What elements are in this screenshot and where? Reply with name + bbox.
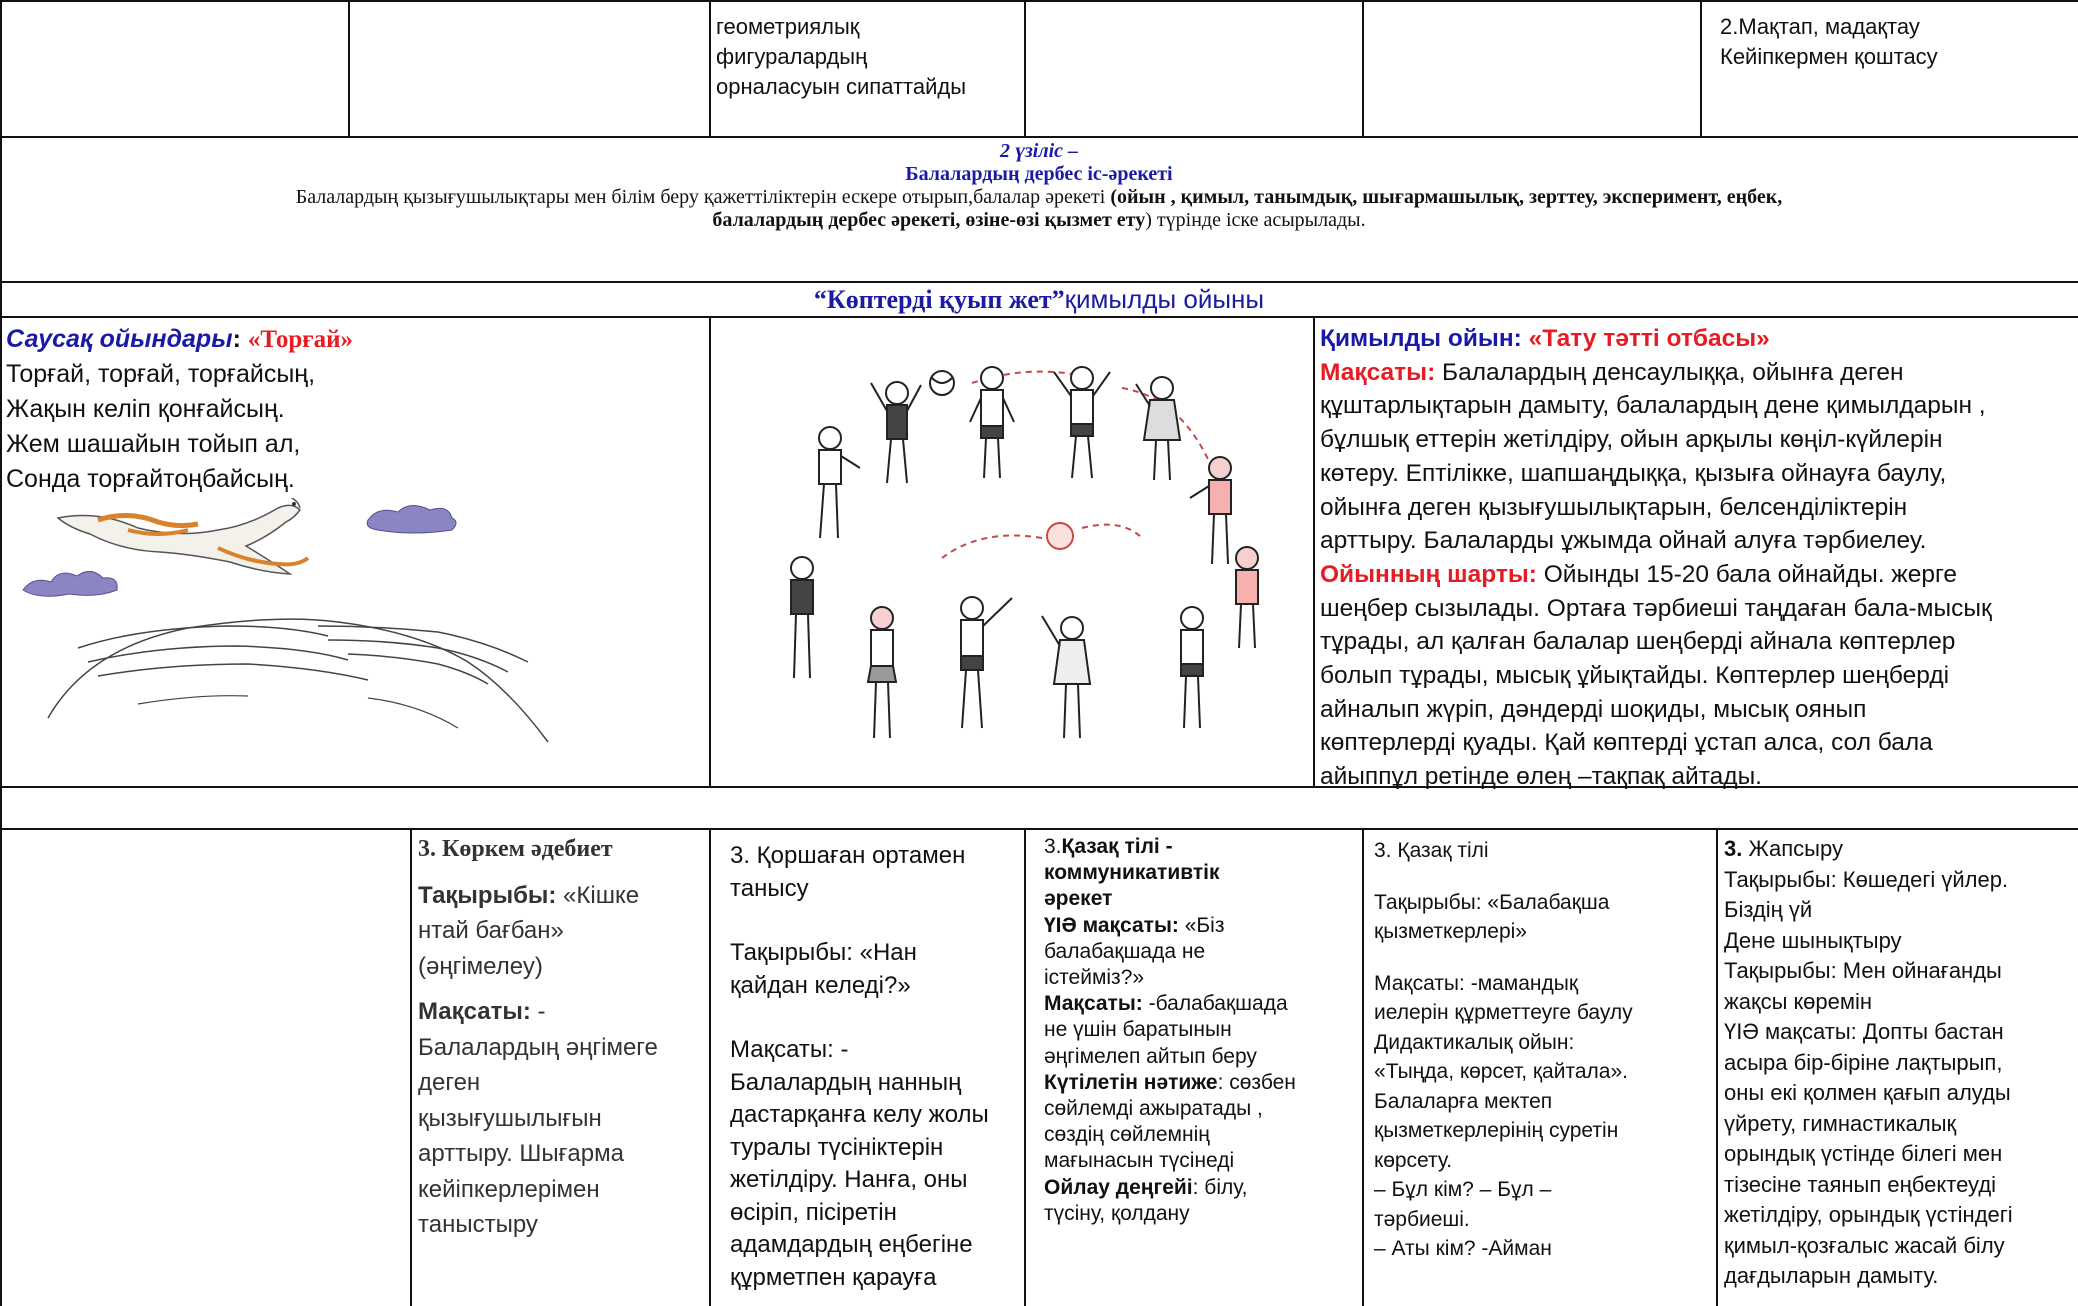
kazakh-text — [1374, 866, 1714, 888]
poem-line: Жем шашайын тойып ал, — [6, 430, 301, 458]
active-game-rules-text: шеңбер сызылады. Ортаға тәрбиеші таңдаған бала-мысық — [1320, 594, 1992, 622]
kazakh-comm-level-label: Ойлау деңгейі — [1044, 1175, 1193, 1199]
finger-game-label: Саусақ ойындары — [6, 325, 233, 353]
environment-text: құрметпен қарауға — [730, 1263, 937, 1291]
top-row-outcome-cell — [716, 12, 1016, 102]
kazakh-comm-result-text: : сөзбен — [1217, 1070, 1296, 1094]
active-game-goal-text: Балалардың денсаулыққа, ойынға деген — [1442, 358, 1904, 386]
kazakh-comm-uio-text: істейміз?» — [1044, 966, 1145, 990]
grid-line — [709, 316, 711, 786]
active-game-rules-text: тұрады, ал қалған балалар шеңберді айнала көптерлер — [1320, 628, 1956, 656]
kazakh-text: көрсету. — [1374, 1148, 1453, 1172]
kazakh-comm-heading: коммуникативтік — [1044, 861, 1220, 885]
active-game-goal-text: бұлшық еттерін жетілдіру, ойын арқылы көңіл-күйлерін — [1320, 426, 1943, 454]
literature-goal: деген — [418, 1069, 481, 1096]
active-game-rules-text: Ойынды 15-20 бала ойнайды. жерге — [1543, 560, 1957, 588]
literature-goal: кейіпкерлерімен — [418, 1175, 600, 1203]
kazakh-comm-result-label: Күтілетін нәтиже — [1044, 1070, 1218, 1094]
modeling-num: 3. — [1724, 836, 1743, 861]
grid-line — [1700, 0, 1702, 136]
active-game-goal-text: көтеру. Ептілікке, шапшаңдыққа, қызыға ойнауға баулу, — [1320, 459, 1947, 487]
modeling-text: тізесіне таянып еңбектеуді — [1724, 1171, 1997, 1197]
modeling-text: асыра бір-біріне лақтырып, — [1724, 1049, 2003, 1075]
modeling-text: Тақырыбы: Мен ойнағанды — [1724, 958, 2002, 983]
modeling-text: дағдыларын дамыту. — [1724, 1263, 1939, 1288]
cell-text-line: орналасуын сипаттайды — [716, 74, 967, 99]
active-game-rules-text: айыппұл ретінде өлең –тақпақ айтады. — [1320, 763, 1762, 791]
literature-topic: (әңгімелеу) — [418, 952, 543, 980]
grid-line — [1716, 828, 1718, 1306]
bird-hands-illustration — [18, 498, 578, 778]
modeling-text: жақсы көремін — [1724, 988, 1872, 1014]
grid-line-top — [0, 0, 2078, 2]
break-title: 2 үзіліс – — [999, 140, 1079, 162]
poem-line: Торғай, торғай, торғайсың, — [6, 360, 316, 388]
modeling-text: ҮІӘ мақсаты: Допты бастан — [1724, 1019, 2004, 1044]
active-game-rules-text: көптерлерді қуады. Қай көптерді ұстап алса, сол бала — [1320, 729, 1933, 757]
kazakh-comm-heading: Қазақ тілі - — [1061, 835, 1173, 858]
environment-text: 3. Қоршаған ортамен — [730, 842, 966, 869]
modeling-text: орындық үстінде білегі мен — [1724, 1141, 2003, 1166]
kazakh-comm-num: 3. — [1044, 835, 1062, 858]
cell-text-line: Кейіпкермен қоштасу — [1720, 44, 1938, 69]
kazakh-comm-goal-text: -балабақшада — [1142, 992, 1288, 1016]
environment-text — [730, 905, 1022, 937]
kazakh-comm-heading: әрекет — [1044, 887, 1113, 911]
top-row-closing-cell — [1720, 12, 2070, 72]
active-game-goal-label: Мақсаты: — [1320, 358, 1443, 386]
grid-line — [709, 0, 711, 136]
grid-line — [709, 828, 711, 1306]
break-text-bold: (ойын , қимыл, танымдық, шығармашылық, зерттеу, эксперимент, еңбек, — [1110, 186, 1783, 208]
modeling-text: жетілдіру, орындық үстіндегі — [1724, 1202, 2013, 1227]
environment-cell — [730, 840, 1022, 1294]
break-text: ) түрінде іске асырылады. — [1145, 209, 1366, 231]
environment-text: жетілдіру. Нанға, оны — [730, 1166, 968, 1193]
active-game-goal-text: ойынға деген қызығушылықтарын, белсенділіктерін — [1320, 493, 1908, 521]
kazakh-text: қызметкерлерінің суретін — [1374, 1119, 1619, 1142]
active-game-cell — [1320, 322, 2076, 794]
literature-goal: таныстыру — [418, 1211, 538, 1238]
kazakh-text: қызметкерлері» — [1374, 920, 1527, 943]
kazakh-text: иелерін құрметтеуге баулу — [1374, 1001, 1633, 1024]
children-ball-game-illustration — [742, 328, 1282, 768]
literature-topic: «Кішке — [556, 881, 640, 909]
grid-line — [0, 316, 2078, 318]
kazakh-text: Дидактикалық ойын: — [1374, 1030, 1575, 1054]
modeling-text: Тақырыбы: Көшедегі үйлер. — [1724, 866, 2009, 892]
kazakh-text — [1374, 947, 1714, 969]
environment-text: Балалардың нанның — [730, 1068, 962, 1096]
environment-text: өсіріп, пісіретін — [730, 1198, 897, 1226]
cell-text-line: геометриялық — [716, 14, 860, 39]
modeling-cell — [1724, 834, 2076, 1292]
modeling-text: үйрету, гимнастикалық — [1724, 1110, 1957, 1136]
environment-text — [730, 1002, 1022, 1034]
game-title-type: қимылды ойыны — [1064, 284, 1265, 314]
active-game-goal-text: құштарлықтарын дамыту, балалардың дене қимылдарын , — [1320, 392, 1986, 420]
literature-goal-label: Мақсаты: — [418, 998, 531, 1025]
grid-line — [348, 0, 350, 136]
break-section — [0, 140, 2078, 232]
kazakh-comm-uio-text: балабақшада не — [1044, 939, 1206, 963]
active-game-rules-text: болып тұрады, мысық ұйықтайды. Көптерлер шеңберді — [1320, 662, 1950, 690]
grid-line — [1362, 0, 1364, 136]
literature-goal: Балалардың әңгімеге — [418, 1033, 658, 1061]
kazakh-comm-result-text: мағынасын түсінеді — [1044, 1149, 1235, 1173]
grid-line — [0, 136, 2078, 138]
environment-text: Тақырыбы: «Нан — [730, 939, 917, 966]
kazakh-text: – Бұл кім? – Бұл – — [1374, 1178, 1552, 1201]
finger-game-name: «Торғай» — [247, 326, 354, 353]
literature-topic: нтай бағбан» — [418, 917, 564, 944]
finger-game-colon: : — [232, 325, 248, 353]
break-text-bold: балалардың дербес әрекеті, өзіне-өзі қызмет ету — [712, 209, 1146, 231]
kazakh-text: Балаларға мектеп — [1374, 1089, 1553, 1113]
kazakh-comm-goal-text: әңгімелеп айтып беру — [1044, 1044, 1257, 1068]
kazakh-text: «Тыңда, көрсет, қайтала». — [1374, 1060, 1628, 1083]
grid-line — [1362, 828, 1364, 1306]
environment-text: дастарқанға келу жолы — [730, 1101, 989, 1128]
poem-line: Сонда торғайтоңбайсың. — [6, 465, 295, 493]
break-description-line-1 — [0, 186, 2078, 209]
kazakh-comm-uio-text: «Біз — [1178, 913, 1225, 937]
cell-text-line: фигуралардың — [716, 44, 868, 69]
modeling-text: оны екі қолмен қағып алуды — [1724, 1080, 2011, 1105]
poem-line: Жақын келіп қонғайсың. — [6, 395, 285, 423]
active-game-rules-label: Ойынның шарты: — [1320, 560, 1544, 588]
kazakh-text: – Аты кім? -Айман — [1374, 1237, 1552, 1260]
literature-goal: қызығушылығын — [418, 1104, 602, 1132]
modeling-text: қимыл-қозғалыс жасай білу — [1724, 1232, 2005, 1258]
break-description-line-2 — [0, 209, 2078, 232]
kazakh-comm-level-text: түсіну, қолдану — [1044, 1201, 1190, 1225]
kazakh-cell — [1374, 836, 1714, 1264]
environment-text: адамдардың еңбегіне — [730, 1231, 973, 1258]
game-title-name: “Көптерді қуып жет” — [813, 285, 1065, 314]
kazakh-communicative-cell — [1044, 834, 1360, 1227]
modeling-heading: Жапсыру — [1742, 836, 1843, 861]
literature-cell — [418, 832, 708, 1243]
break-text: Балалардың қызығушылықтары мен білім беру қажеттіліктерін ескере отырып,балалар әрекеті — [295, 186, 1111, 208]
kazakh-comm-result-text: сөйлемді ажыратады , — [1044, 1097, 1263, 1121]
kazakh-text: Мақсаты: -мамандық — [1374, 971, 1579, 995]
environment-text: туралы түсініктерін — [730, 1133, 944, 1161]
environment-text: танысу — [730, 874, 809, 902]
kazakh-comm-goal-label: Мақсаты: — [1044, 992, 1143, 1016]
grid-line — [0, 281, 2078, 283]
environment-text: қайдан келеді?» — [730, 971, 911, 999]
literature-goal: арттыру. Шығарма — [418, 1140, 624, 1167]
literature-topic-label: Тақырыбы: — [418, 881, 557, 909]
grid-line — [1024, 0, 1026, 136]
grid-line — [410, 828, 412, 1306]
finger-game-cell — [6, 322, 706, 497]
active-game-goal-text: арттыру. Балаларды ұжымда ойнай алуға тәрбиелеу. — [1320, 527, 1927, 555]
kazakh-comm-uio-label: ҮІӘ мақсаты: — [1044, 913, 1179, 937]
grid-line — [0, 828, 2078, 830]
literature-heading: Көркем әдебиет — [442, 836, 613, 862]
modeling-text: Дене шынықтыру — [1724, 927, 1902, 953]
grid-line — [1313, 316, 1315, 786]
kazakh-comm-result-text: сөздің сөйлемнің — [1044, 1123, 1210, 1147]
environment-text: Мақсаты: - — [730, 1036, 849, 1063]
kazakh-text: 3. Қазақ тілі — [1374, 839, 1489, 862]
literature-num: 3. — [418, 836, 442, 862]
modeling-text: Біздің үй — [1724, 897, 1813, 922]
grid-line — [1024, 828, 1026, 1306]
kazakh-comm-level-text: : білу, — [1192, 1175, 1248, 1199]
active-game-label: Қимылды ойын: — [1320, 325, 1529, 352]
cell-text-line: 2.Мақтап, мадақтау — [1720, 14, 1920, 39]
game-title — [0, 284, 2078, 315]
literature-goal: - — [530, 998, 546, 1025]
active-game-name: «Тату тәтті отбасы» — [1528, 325, 1770, 352]
kazakh-text: Тақырыбы: «Балабақша — [1374, 890, 1610, 914]
break-subtitle: Балалардың дербес іс-әрекеті — [905, 163, 1173, 185]
kazakh-comm-goal-text: не үшін баратынын — [1044, 1018, 1232, 1042]
active-game-rules-text: айналып жүріп, дәндерді шоқиды, мысық оянып — [1320, 695, 1867, 723]
kazakh-text: тәрбиеші. — [1374, 1207, 1470, 1231]
